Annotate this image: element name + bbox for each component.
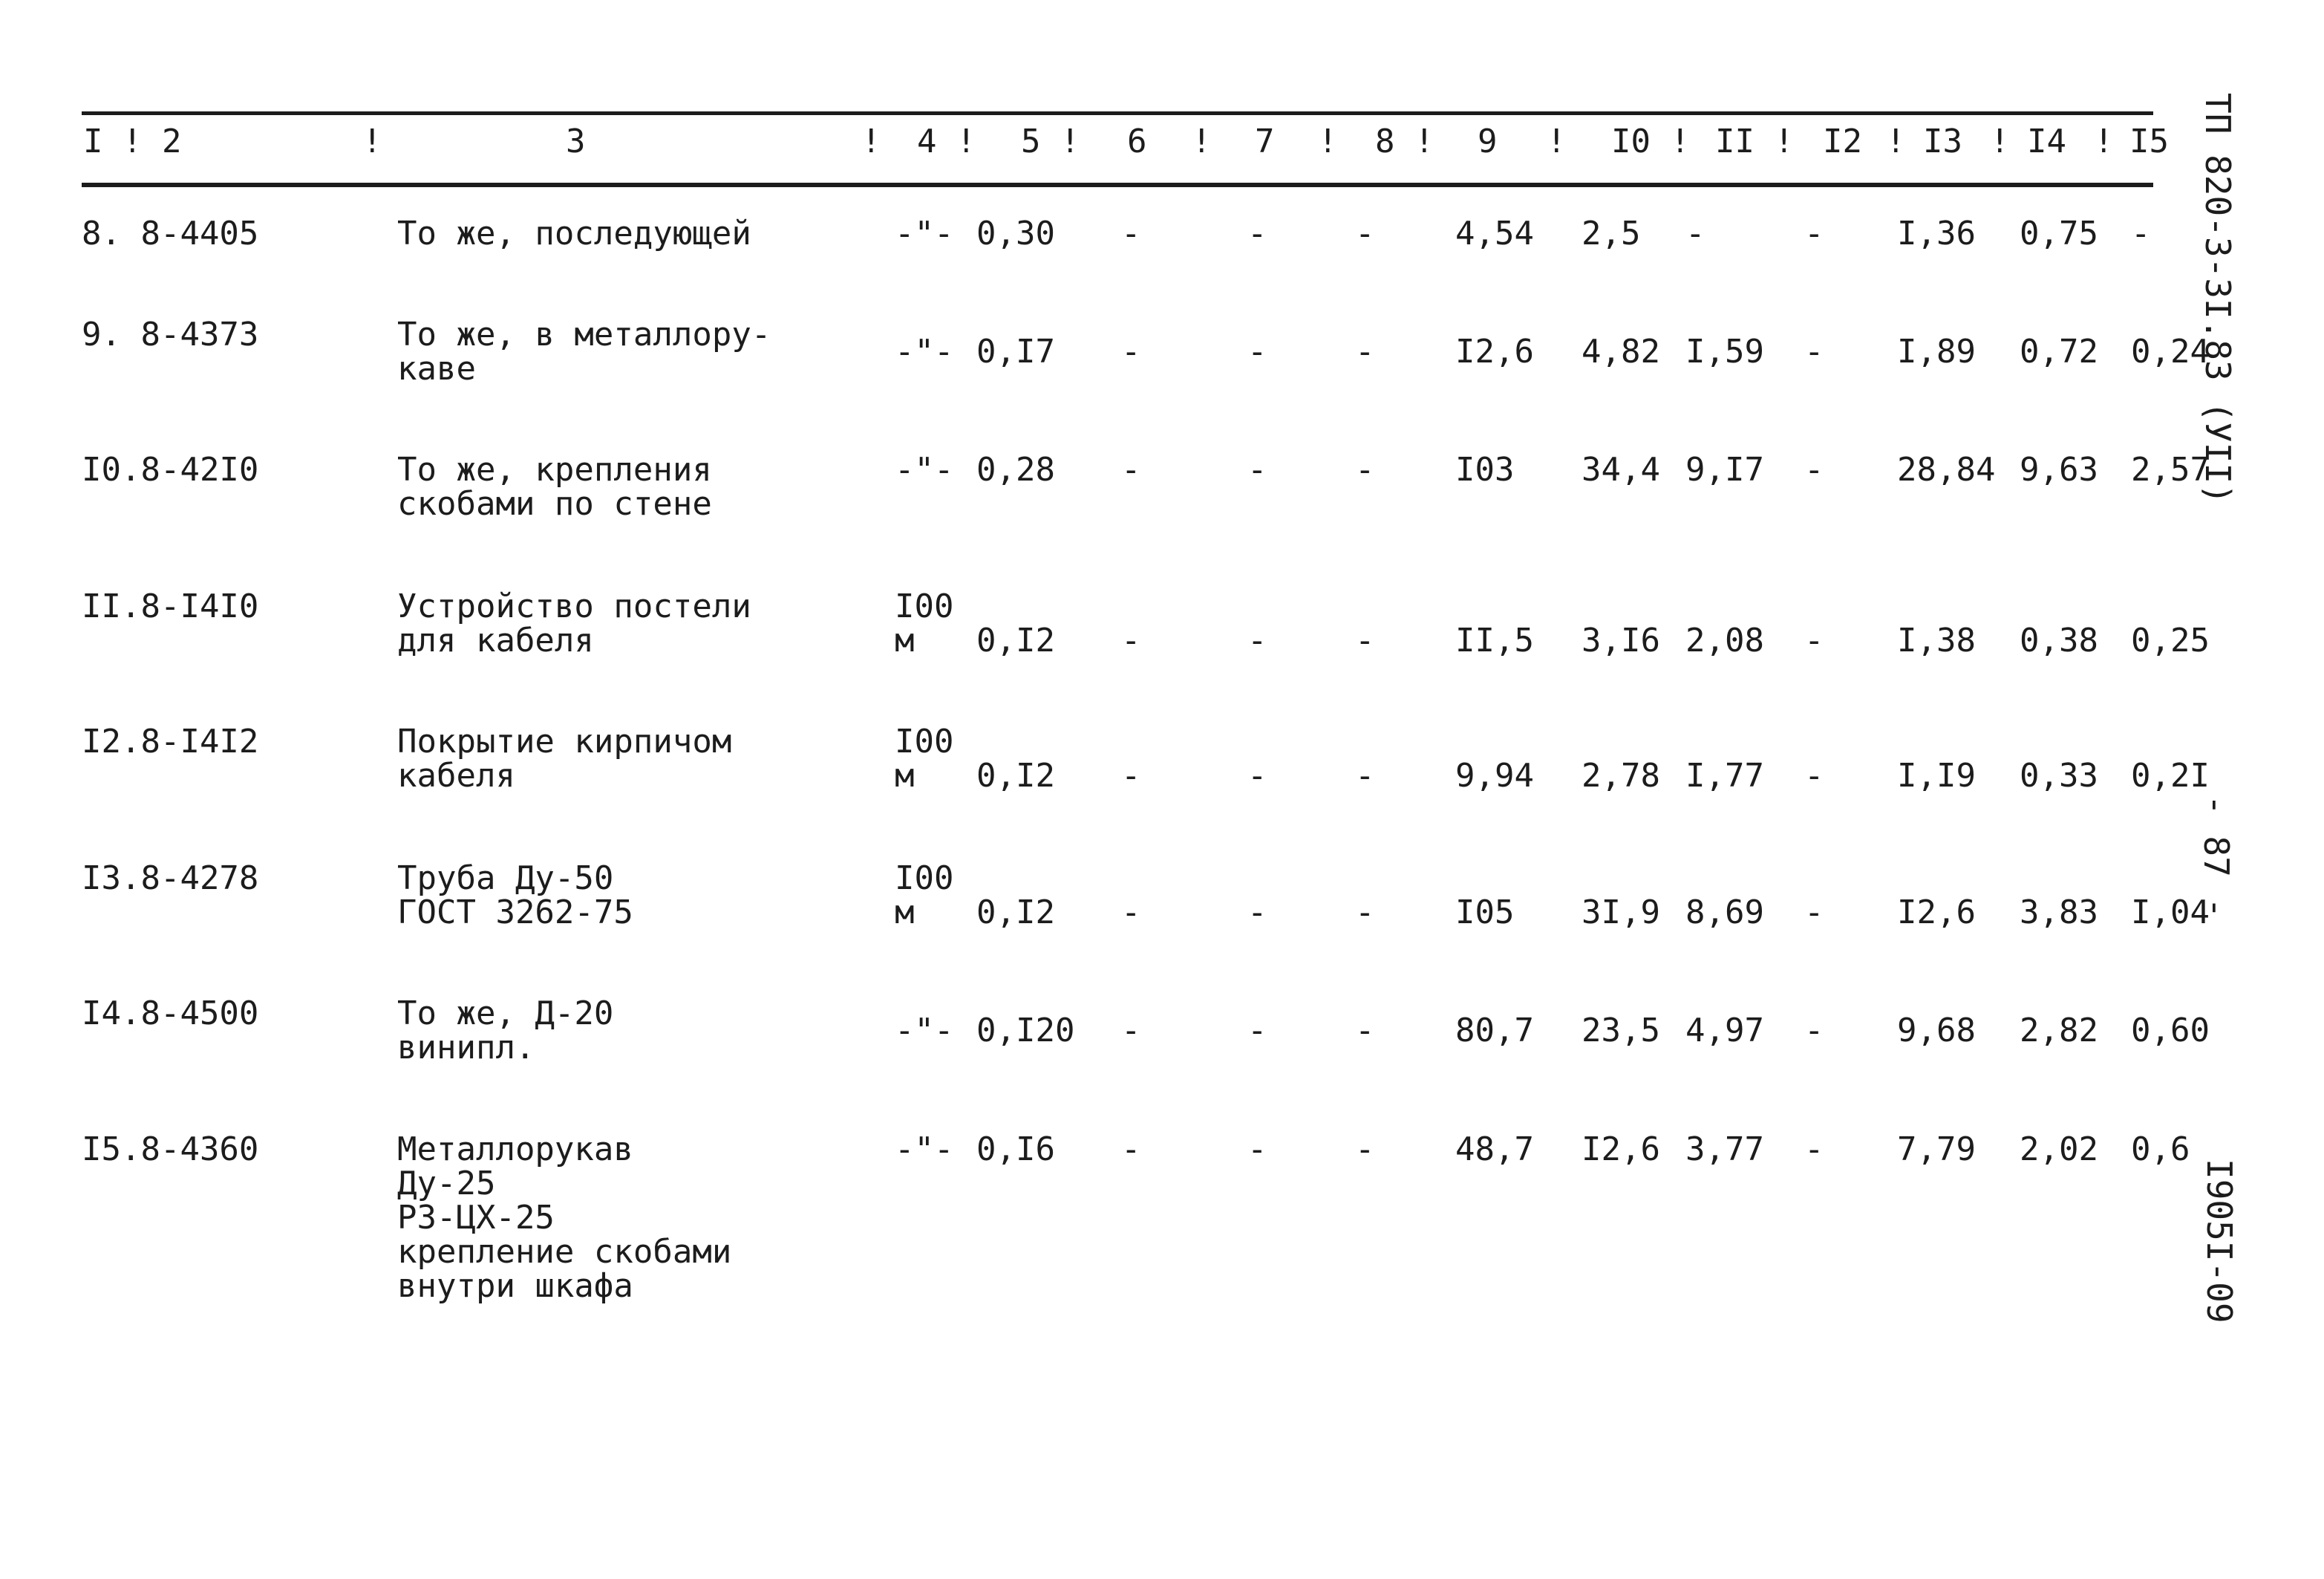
cell-c7: - <box>1247 622 1267 660</box>
unit-of-measure: -"- <box>895 215 954 253</box>
item-name-line: скобами по стене <box>397 485 712 523</box>
item-name-line: винипл. <box>397 1029 535 1067</box>
cell-c10: 23,5 <box>1582 1012 1660 1049</box>
cell-c8: - <box>1355 1012 1375 1049</box>
header-col-15: I5 <box>2129 123 2169 160</box>
cell-c9: 80,7 <box>1455 1012 1534 1049</box>
unit-of-measure: -"- <box>895 1012 954 1049</box>
header-col-13: I3 <box>1923 123 1962 160</box>
header-col-6: 6 <box>1127 123 1147 160</box>
unit-of-measure: I00 <box>895 859 954 897</box>
unit-of-measure: -"- <box>895 1130 954 1168</box>
cell-c5: 0,I2 <box>976 622 1055 660</box>
unit-of-measure: м <box>895 757 915 795</box>
unit-of-measure: I00 <box>895 587 954 625</box>
cell-c15: 0,24 <box>2131 333 2210 371</box>
cell-c9: 4,54 <box>1455 215 1534 253</box>
cell-c15: - <box>2131 215 2151 253</box>
item-name-line: ГОСТ 3262-75 <box>397 893 633 931</box>
cell-c10: 3I,9 <box>1582 893 1660 931</box>
cell-c6: - <box>1121 215 1141 253</box>
cell-c5: 0,I20 <box>976 1012 1075 1049</box>
cell-c15: 0,60 <box>2131 1012 2210 1049</box>
cell-c9: 9,94 <box>1455 757 1534 795</box>
cell-c12: - <box>1804 1130 1824 1168</box>
header-col-5: 5 ! <box>1021 123 1080 160</box>
sheet-code: I905I-09 <box>2199 1159 2239 1324</box>
cell-c12: - <box>1804 451 1824 489</box>
cell-c8: - <box>1355 333 1375 371</box>
cell-c9: I2,6 <box>1455 333 1534 371</box>
cell-c6: - <box>1121 757 1141 795</box>
cell-c10: 34,4 <box>1582 451 1660 489</box>
cell-c8: - <box>1355 622 1375 660</box>
item-name-line: крепление скобами <box>397 1233 732 1271</box>
cell-c7: - <box>1247 893 1267 931</box>
cell-c6: - <box>1121 1130 1141 1168</box>
header-sep: ! <box>1990 123 2010 160</box>
position-code: I4.8-4500 <box>82 994 259 1032</box>
item-name-line: Металлорукав <box>397 1130 633 1168</box>
header-col-10: I0 ! <box>1611 123 1690 160</box>
position-code: I0.8-42I0 <box>82 451 259 489</box>
cell-c13: I,89 <box>1897 333 1976 371</box>
cell-c7: - <box>1247 451 1267 489</box>
cell-c5: 0,I2 <box>976 893 1055 931</box>
header-col-1-2: I ! 2 <box>83 123 182 160</box>
cell-c13: I2,6 <box>1897 893 1976 931</box>
document-code: ТП 820-3-3I.83 (УII) <box>2198 93 2238 504</box>
cell-c11: 2,08 <box>1685 622 1764 660</box>
position-code: I3.8-4278 <box>82 859 259 897</box>
cell-c13: 28,84 <box>1897 451 1996 489</box>
cell-c5: 0,I7 <box>976 333 1055 371</box>
header-sep: ! <box>1192 123 1212 160</box>
cell-c8: - <box>1355 893 1375 931</box>
item-name-line: Устройство постели <box>397 587 751 625</box>
cell-c11: 3,77 <box>1685 1130 1764 1168</box>
header-col-11: II ! <box>1715 123 1794 160</box>
cell-c14: 0,72 <box>2020 333 2098 371</box>
item-name-line: То же, Д-20 <box>397 994 614 1032</box>
cell-c7: - <box>1247 215 1267 253</box>
top-rule <box>82 111 2153 115</box>
header-sep: ! <box>1547 123 1567 160</box>
header-col-8: 8 ! <box>1375 123 1434 160</box>
header-col-9: 9 <box>1478 123 1498 160</box>
cell-c10: 2,78 <box>1582 757 1660 795</box>
cell-c15: 2,57 <box>2131 451 2210 489</box>
header-sep: ! <box>861 123 881 160</box>
unit-of-measure: -"- <box>895 451 954 489</box>
unit-of-measure: -"- <box>895 333 954 371</box>
cell-c10: I2,6 <box>1582 1130 1660 1168</box>
cell-c8: - <box>1355 215 1375 253</box>
cell-c9: II,5 <box>1455 622 1534 660</box>
cell-c6: - <box>1121 622 1141 660</box>
cell-c12: - <box>1804 215 1824 253</box>
unit-of-measure: м <box>895 893 915 931</box>
item-name-line: кабеля <box>397 757 515 795</box>
header-sep: ! <box>362 123 382 160</box>
position-code: 9. 8-4373 <box>82 316 259 354</box>
cell-c9: I03 <box>1455 451 1515 489</box>
cell-c11: 8,69 <box>1685 893 1764 931</box>
cell-c13: 9,68 <box>1897 1012 1976 1049</box>
header-sep: ! <box>1318 123 1338 160</box>
header-rule <box>82 183 2153 187</box>
cell-c14: 3,83 <box>2020 893 2098 931</box>
cell-c10: 4,82 <box>1582 333 1660 371</box>
cell-c11: 4,97 <box>1685 1012 1764 1049</box>
cell-c7: - <box>1247 1130 1267 1168</box>
cell-c10: 3,I6 <box>1582 622 1660 660</box>
cell-c5: 0,I2 <box>976 757 1055 795</box>
page-number: - 87 - <box>2196 795 2236 919</box>
header-sep: ! <box>1886 123 1906 160</box>
cell-c5: 0,I6 <box>976 1130 1055 1168</box>
item-name-line: То же, крепления <box>397 451 712 489</box>
cell-c6: - <box>1121 333 1141 371</box>
cell-c13: 7,79 <box>1897 1130 1976 1168</box>
cell-c11: I,77 <box>1685 757 1764 795</box>
position-code: II.8-I4I0 <box>82 587 259 625</box>
item-name-line: каве <box>397 350 476 388</box>
position-code: I5.8-4360 <box>82 1130 259 1168</box>
item-name-line: РЗ-ЦХ-25 <box>397 1199 555 1237</box>
cell-c5: 0,28 <box>976 451 1055 489</box>
cell-c15: 0,25 <box>2131 622 2210 660</box>
cell-c6: - <box>1121 1012 1141 1049</box>
cell-c7: - <box>1247 333 1267 371</box>
item-name-line: внутри шкафа <box>397 1267 633 1305</box>
cell-c14: 0,33 <box>2020 757 2098 795</box>
header-sep: ! <box>2094 123 2114 160</box>
cell-c14: 2,82 <box>2020 1012 2098 1049</box>
header-col-7: 7 <box>1255 123 1275 160</box>
cell-c15: I,04 <box>2131 893 2210 931</box>
header-col-4: 4 ! <box>917 123 976 160</box>
position-code: I2.8-I4I2 <box>82 723 259 761</box>
unit-of-measure: м <box>895 622 915 660</box>
cell-c14: 2,02 <box>2020 1130 2098 1168</box>
cell-c8: - <box>1355 1130 1375 1168</box>
cell-c11: - <box>1685 215 1706 253</box>
cell-c12: - <box>1804 333 1824 371</box>
cell-c14: 9,63 <box>2020 451 2098 489</box>
cell-c8: - <box>1355 451 1375 489</box>
cell-c14: 0,75 <box>2020 215 2098 253</box>
cell-c7: - <box>1247 757 1267 795</box>
cell-c10: 2,5 <box>1582 215 1641 253</box>
cell-c12: - <box>1804 622 1824 660</box>
cell-c13: I,36 <box>1897 215 1976 253</box>
cell-c12: - <box>1804 893 1824 931</box>
cell-c11: 9,I7 <box>1685 451 1764 489</box>
cell-c6: - <box>1121 893 1141 931</box>
position-code: 8. 8-4405 <box>82 215 259 253</box>
item-name-line: То же, в металлору- <box>397 316 771 354</box>
cell-c13: I,I9 <box>1897 757 1976 795</box>
item-name-line: для кабеля <box>397 622 594 660</box>
item-name-line: Ду-25 <box>397 1165 496 1202</box>
cell-c12: - <box>1804 757 1824 795</box>
cell-c8: - <box>1355 757 1375 795</box>
cell-c15: 0,2I <box>2131 757 2210 795</box>
cell-c9: 48,7 <box>1455 1130 1534 1168</box>
cell-c14: 0,38 <box>2020 622 2098 660</box>
item-name-line: Покрытие кирпичом <box>397 723 732 761</box>
unit-of-measure: I00 <box>895 723 954 761</box>
header-col-14: I4 <box>2027 123 2066 160</box>
cell-c11: I,59 <box>1685 333 1764 371</box>
cell-c13: I,38 <box>1897 622 1976 660</box>
item-name-line: Труба Ду-50 <box>397 859 614 897</box>
header-col-3: 3 <box>566 123 586 160</box>
cell-c6: - <box>1121 451 1141 489</box>
cell-c12: - <box>1804 1012 1824 1049</box>
header-col-12: I2 <box>1823 123 1862 160</box>
cell-c7: - <box>1247 1012 1267 1049</box>
cell-c5: 0,30 <box>976 215 1055 253</box>
item-name-line: То же, последующей <box>397 215 751 253</box>
cell-c9: I05 <box>1455 893 1515 931</box>
cell-c15: 0,6 <box>2131 1130 2190 1168</box>
